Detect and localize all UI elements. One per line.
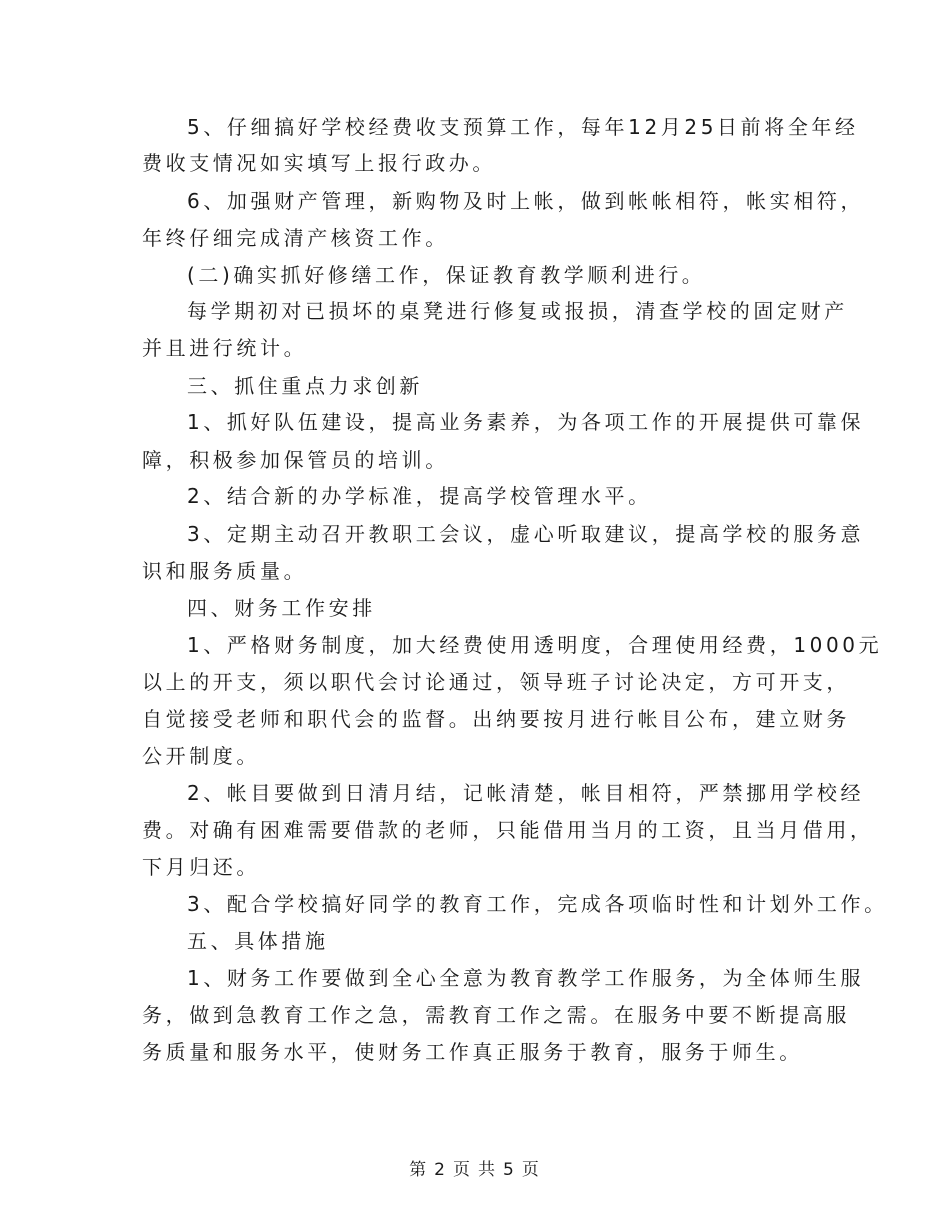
text-line: 务，做到急教育工作之急，需教育工作之需。在服务中要不断提高服: [142, 1003, 850, 1027]
text-line: 5、仔细搞好学校经费收支预算工作，每年12月25日前将全年经: [187, 115, 859, 139]
text-line: 2、结合新的办学标准，提高学校管理水平。: [187, 484, 652, 508]
text-line: 下月归还。: [142, 855, 260, 879]
text-line: 1、严格财务制度，加大经费使用透明度，合理使用经费，1000元: [187, 633, 883, 657]
footer-total-label: 共: [478, 1160, 497, 1180]
text-line: 费收支情况如实填写上报行政办。: [142, 151, 496, 175]
text-line: 自觉接受老师和职代会的监督。出纳要按月进行帐目公布，建立财务: [142, 707, 850, 731]
text-line: 3、配合学校搞好同学的教育工作，完成各项临时性和计划外工作。: [187, 892, 888, 916]
text-line: 障，积极参加保管员的培训。: [142, 448, 449, 472]
text-line: 每学期初对已损坏的桌凳进行修复或报损，清查学校的固定财产: [187, 299, 848, 323]
footer-current-page: 2: [434, 1160, 447, 1180]
section-heading: (二)确实抓好修缮工作，保证教育教学顺利进行。: [187, 263, 706, 287]
page-footer: [0, 1155, 950, 1180]
text-line: 2、帐目要做到日清月结，记帐清楚，帐目相符，严禁挪用学校经: [187, 781, 865, 805]
footer-page-unit: 页: [453, 1160, 472, 1180]
section-heading: 三、抓住重点力求创新: [187, 374, 423, 398]
text-line: 费。对确有困难需要借款的老师，只能借用当月的工资，且当月借用，: [142, 818, 874, 842]
text-line: 年终仔细完成清产核资工作。: [142, 226, 449, 250]
section-heading: 四、财务工作安排: [187, 596, 376, 620]
text-line: 务质量和服务水平，使财务工作真正服务于教育，服务于师生。: [142, 1040, 803, 1064]
footer-page-label: 第: [409, 1160, 429, 1180]
text-line: 以上的开支，须以职代会讨论通过，领导班子讨论决定，方可开支，: [142, 670, 850, 694]
text-line: 识和服务质量。: [142, 559, 308, 583]
text-line: 6、加强财产管理，新购物及时上帐，做到帐帐相符，帐实相符，: [187, 189, 865, 213]
text-line: 并且进行统计。: [142, 336, 308, 360]
text-line: 1、财务工作要做到全心全意为教育教学工作服务，为全体师生服: [187, 966, 865, 990]
text-line: 1、抓好队伍建设，提高业务素养，为各项工作的开展提供可靠保: [187, 410, 865, 434]
text-line: 3、定期主动召开教职工会议，虚心听取建议，提高学校的服务意: [187, 522, 865, 546]
footer-total-unit: 页: [521, 1160, 541, 1180]
text-line: 公开制度。: [142, 744, 260, 768]
section-heading: 五、具体措施: [187, 929, 329, 953]
footer-total-pages: 5: [503, 1160, 516, 1180]
